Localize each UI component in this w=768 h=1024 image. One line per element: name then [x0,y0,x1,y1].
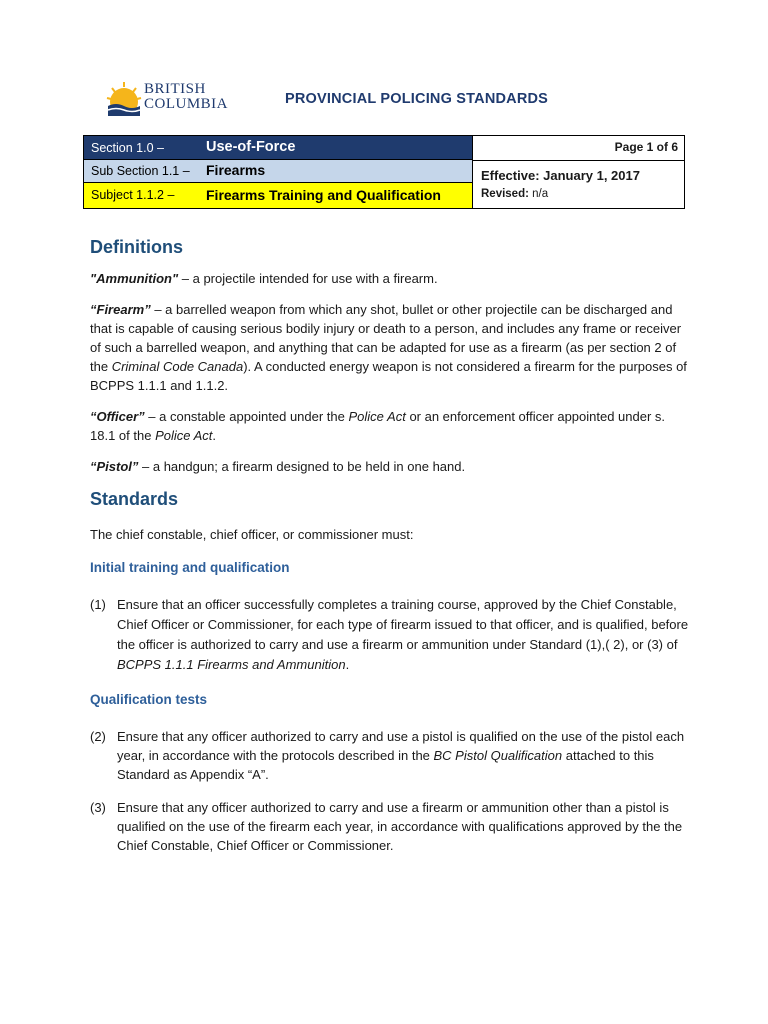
subject-row [84,183,472,208]
item-number: (3) [90,800,106,815]
police-act-reference: Police Act [155,428,213,443]
subject-value: Firearms Training and Qualification [206,187,441,203]
logo-line-2: COLUMBIA [144,96,229,112]
police-act-reference: Police Act [348,409,406,424]
sun-logo-icon [106,80,146,120]
definitions-heading: Definitions [90,237,183,257]
definition-firearm [90,300,690,395]
effective-date: Effective: January 1, 2017 [481,168,640,183]
revised-date [481,188,548,200]
definition-ammunition [90,269,690,288]
standards-intro: The chief constable, chief officer, or commissioner must: [90,527,414,542]
definition-text: . [212,428,217,443]
logo-wordmark [144,82,228,112]
subsection-label: Sub Section 1.1 – [91,164,190,178]
standards-heading: Standards [90,489,179,509]
definition-officer [90,407,690,445]
standard-item-3 [90,798,690,855]
subject-label: Subject 1.1.2 – [91,188,175,202]
item-text-end: attached to this Standard as Appendix “A”. [117,748,654,782]
item-text: Ensure that any officer authorized to carry and use a pistol is qualified on the use of the pistol each year, in accordance with the protocols described in the [117,729,685,763]
item-number: (1) [90,597,106,612]
standard-item-2 [90,727,690,784]
page-info-divider [473,160,684,161]
subsection-value: Firearms [206,162,266,178]
definition-text: – a handgun; a firearm designed to be held in one hand. [138,459,466,474]
section-info [84,136,472,208]
item-text: Ensure that an officer successfully completes a training course, approved by the Chief Constable, Chief Officer or Commissioner, for each type of firearm issued to that officer, and is qualified, before the officer is authorized to carry and use a firearm or ammunition under Standard (1),( 2), or (3) of [117,597,689,652]
subsection-row [84,160,472,183]
revised-label: Revised: [481,188,529,200]
definition-text: – a constable appointed under the [144,409,349,424]
section-row [84,136,472,160]
page-number: Page 1 of 6 [614,140,678,154]
subheading-qualification-tests: Qualification tests [90,692,208,707]
item-text: Ensure that any officer authorized to carry and use a firearm or ammunition other than a pistol is qualified on the use of the firearm each year, in accordance with qualifications approved by the the Chief Constable, Chief Officer or Commissioner. [117,800,683,853]
item-text-end: . [345,657,350,672]
revised-value: n/a [532,188,549,200]
section-value: Use-of-Force [206,139,296,155]
definition-text: – a projectile intended for use with a firearm. [178,271,438,286]
bcpps-reference: BCPPS 1.1.1 Firearms and Ammunition [117,657,346,672]
section-table [83,135,685,209]
logo-line-1: BRITISH [144,81,206,97]
item-number: (2) [90,729,106,744]
subheading-initial-training: Initial training and qualification [90,560,290,575]
term-firearm: “Firearm” [90,302,151,317]
term-pistol: “Pistol” [90,459,139,474]
document-body [90,238,690,855]
definition-text: – a barrelled weapon from which any shot, bullet or other projectile can be discharged and that is capable of causing serious bodily injury or death to a person, and includes any frame or receiver of such a barrelled weapon, and anything that can be adapted for use as a firearm (as per section 2 of the [90,302,682,374]
section-label: Section 1.0 – [91,141,164,155]
term-officer: “Officer” [90,409,145,424]
criminal-code-reference: Criminal Code Canada [111,359,244,374]
page-title: PROVINCIAL POLICING STANDARDS [285,91,549,107]
definition-text: ). A conducted energy weapon is not considered a firearm for the purposes of BCPPS 1.1.1 and 1.1.2. [90,359,687,393]
definition-pistol [90,457,690,476]
pistol-qualification-reference: BC Pistol Qualification [433,748,563,763]
definition-text: or an enforcement officer appointed under s. 18.1 of the [90,409,666,443]
term-ammunition: "Ammunition" [90,271,179,286]
page-info [473,136,684,208]
bc-logo [106,80,246,120]
standard-item-1 [90,595,690,675]
